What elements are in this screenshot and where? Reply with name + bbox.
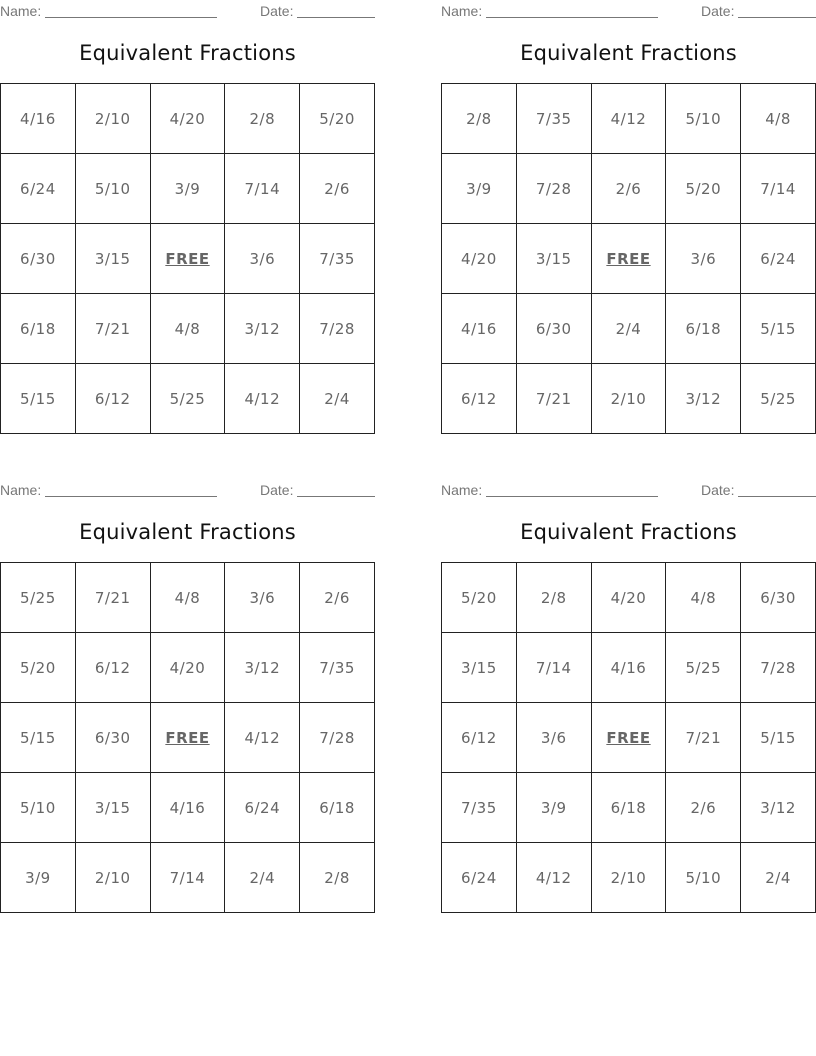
bingo-cell: 7/35 <box>300 224 375 294</box>
card-header <box>0 482 375 498</box>
free-space-cell: FREE <box>151 224 226 294</box>
bingo-cell: 4/20 <box>592 563 667 633</box>
bingo-cell: 2/10 <box>592 843 667 913</box>
bingo-cell: 7/21 <box>76 563 151 633</box>
bingo-cell: 6/18 <box>1 294 76 364</box>
bingo-cell: 3/6 <box>517 703 592 773</box>
bingo-cell: 6/18 <box>592 773 667 843</box>
bingo-cell: 5/20 <box>300 84 375 154</box>
bingo-cell: 7/28 <box>300 703 375 773</box>
bingo-cell: 2/10 <box>76 843 151 913</box>
bingo-cell: 3/9 <box>517 773 592 843</box>
bingo-cell: 3/12 <box>666 364 741 434</box>
bingo-cell: 5/15 <box>741 703 816 773</box>
date-label: Date: <box>701 482 735 498</box>
bingo-cell: 6/24 <box>1 154 76 224</box>
date-label: Date: <box>260 482 294 498</box>
bingo-cell: 3/15 <box>76 224 151 294</box>
date-field[interactable] <box>297 3 375 18</box>
bingo-card-1 <box>0 0 375 434</box>
bingo-cell: 3/12 <box>741 773 816 843</box>
bingo-cell: 4/20 <box>151 633 226 703</box>
date-field[interactable] <box>738 482 816 497</box>
bingo-cell: 2/6 <box>300 563 375 633</box>
bingo-cell: 6/12 <box>442 703 517 773</box>
bingo-cell: 6/18 <box>300 773 375 843</box>
bingo-grid <box>441 83 816 434</box>
bingo-cell: 7/14 <box>517 633 592 703</box>
card-title: Equivalent Fractions <box>79 520 296 544</box>
bingo-cell: 7/35 <box>442 773 517 843</box>
bingo-cell: 4/8 <box>151 294 226 364</box>
bingo-grid <box>0 562 375 913</box>
name-label: Name: <box>441 482 483 498</box>
free-space-cell: FREE <box>151 703 226 773</box>
bingo-cell: 4/16 <box>442 294 517 364</box>
card-title: Equivalent Fractions <box>79 41 296 65</box>
bingo-cell: 2/6 <box>666 773 741 843</box>
bingo-cell: 3/15 <box>517 224 592 294</box>
bingo-cell: 6/30 <box>741 563 816 633</box>
bingo-cell: 3/12 <box>225 294 300 364</box>
bingo-cell: 3/6 <box>225 224 300 294</box>
bingo-cell: 4/12 <box>517 843 592 913</box>
bingo-cell: 2/4 <box>592 294 667 364</box>
bingo-cell: 2/8 <box>517 563 592 633</box>
card-title: Equivalent Fractions <box>520 520 737 544</box>
bingo-cell: 4/12 <box>592 84 667 154</box>
bingo-cell: 3/6 <box>666 224 741 294</box>
bingo-cell: 2/8 <box>442 84 517 154</box>
name-label: Name: <box>0 482 42 498</box>
bingo-grid <box>441 562 816 913</box>
bingo-cell: 5/25 <box>741 364 816 434</box>
bingo-cell: 3/9 <box>442 154 517 224</box>
bingo-cell: 6/30 <box>517 294 592 364</box>
bingo-cell: 3/15 <box>76 773 151 843</box>
bingo-cell: 3/6 <box>225 563 300 633</box>
bingo-card-4 <box>441 479 816 913</box>
bingo-cell: 5/25 <box>1 563 76 633</box>
bingo-cell: 5/20 <box>442 563 517 633</box>
name-label: Name: <box>0 3 42 19</box>
free-space-cell: FREE <box>592 224 667 294</box>
bingo-cell: 6/24 <box>225 773 300 843</box>
bingo-cell: 4/8 <box>666 563 741 633</box>
bingo-cell: 7/21 <box>76 294 151 364</box>
bingo-cell: 5/20 <box>1 633 76 703</box>
bingo-cell: 3/15 <box>442 633 517 703</box>
bingo-cell: 5/15 <box>741 294 816 364</box>
bingo-cell: 4/8 <box>151 563 226 633</box>
bingo-cell: 3/9 <box>1 843 76 913</box>
bingo-cell: 5/15 <box>1 364 76 434</box>
bingo-cell: 5/15 <box>1 703 76 773</box>
bingo-cell: 2/4 <box>225 843 300 913</box>
bingo-cell: 6/24 <box>442 843 517 913</box>
name-field[interactable] <box>486 3 658 18</box>
bingo-cell: 4/20 <box>151 84 226 154</box>
bingo-cell: 2/4 <box>741 843 816 913</box>
bingo-cell: 5/25 <box>151 364 226 434</box>
card-header <box>441 3 816 19</box>
bingo-cell: 6/24 <box>741 224 816 294</box>
bingo-cell: 7/14 <box>225 154 300 224</box>
bingo-cell: 2/8 <box>225 84 300 154</box>
bingo-cell: 6/12 <box>76 364 151 434</box>
date-field[interactable] <box>297 482 375 497</box>
bingo-cell: 6/30 <box>1 224 76 294</box>
bingo-cell: 4/16 <box>592 633 667 703</box>
bingo-cell: 5/10 <box>76 154 151 224</box>
bingo-cell: 6/30 <box>76 703 151 773</box>
bingo-cell: 4/8 <box>741 84 816 154</box>
bingo-cell: 4/12 <box>225 364 300 434</box>
bingo-card-3 <box>0 479 375 913</box>
bingo-cell: 7/14 <box>741 154 816 224</box>
bingo-cell: 5/25 <box>666 633 741 703</box>
bingo-cell: 3/12 <box>225 633 300 703</box>
card-header <box>0 3 375 19</box>
card-title: Equivalent Fractions <box>520 41 737 65</box>
bingo-cell: 7/21 <box>666 703 741 773</box>
name-field[interactable] <box>45 3 217 18</box>
date-field[interactable] <box>738 3 816 18</box>
bingo-cell: 5/20 <box>666 154 741 224</box>
bingo-cell: 2/6 <box>592 154 667 224</box>
date-label: Date: <box>701 3 735 19</box>
bingo-cell: 7/28 <box>300 294 375 364</box>
bingo-cell: 4/20 <box>442 224 517 294</box>
name-label: Name: <box>441 3 483 19</box>
bingo-cell: 7/28 <box>741 633 816 703</box>
bingo-cell: 2/6 <box>300 154 375 224</box>
date-label: Date: <box>260 3 294 19</box>
bingo-card-2 <box>441 0 816 434</box>
bingo-cell: 5/10 <box>666 84 741 154</box>
bingo-cell: 7/14 <box>151 843 226 913</box>
bingo-cell: 2/4 <box>300 364 375 434</box>
bingo-cell: 6/12 <box>76 633 151 703</box>
bingo-cell: 3/9 <box>151 154 226 224</box>
bingo-cell: 4/12 <box>225 703 300 773</box>
bingo-cell: 5/10 <box>666 843 741 913</box>
bingo-cell: 5/10 <box>1 773 76 843</box>
bingo-grid <box>0 83 375 434</box>
bingo-cell: 6/18 <box>666 294 741 364</box>
bingo-cell: 4/16 <box>151 773 226 843</box>
name-field[interactable] <box>45 482 217 497</box>
bingo-cell: 7/35 <box>300 633 375 703</box>
bingo-cell: 2/10 <box>76 84 151 154</box>
bingo-cell: 7/21 <box>517 364 592 434</box>
card-header <box>441 482 816 498</box>
free-space-cell: FREE <box>592 703 667 773</box>
bingo-cell: 7/28 <box>517 154 592 224</box>
bingo-cell: 7/35 <box>517 84 592 154</box>
name-field[interactable] <box>486 482 658 497</box>
bingo-cell: 6/12 <box>442 364 517 434</box>
bingo-cell: 2/8 <box>300 843 375 913</box>
bingo-cell: 2/10 <box>592 364 667 434</box>
bingo-cell: 4/16 <box>1 84 76 154</box>
